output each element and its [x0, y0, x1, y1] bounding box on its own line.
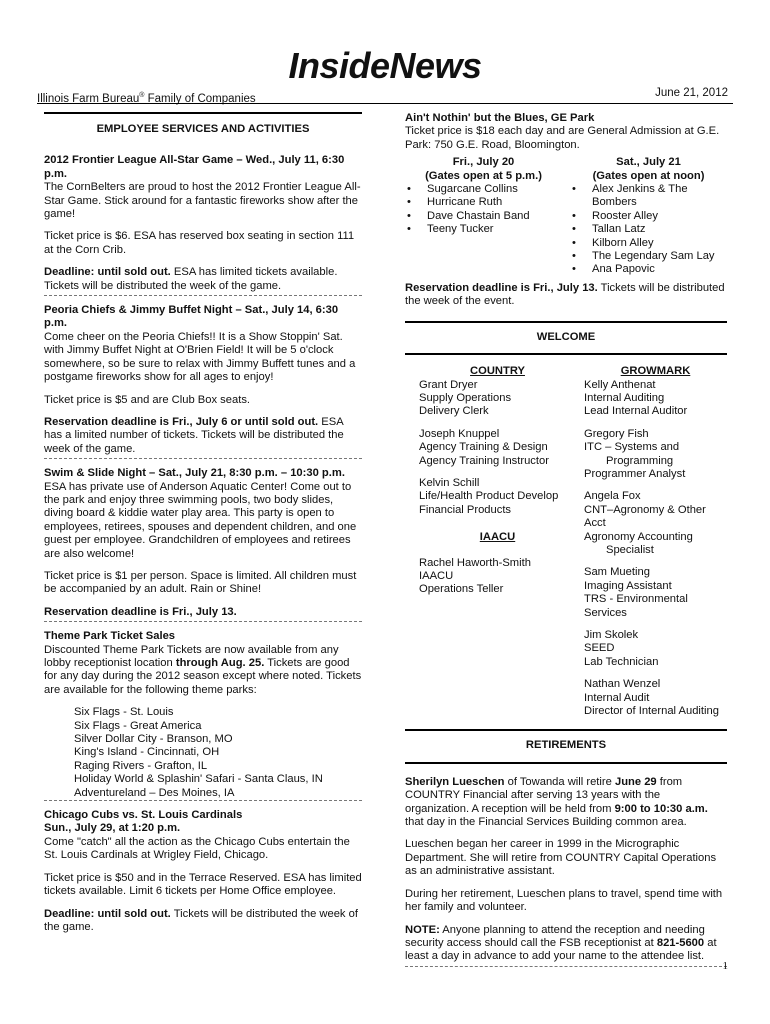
divider: [405, 321, 727, 323]
list-item: • The Legendary Sam Lay: [570, 250, 727, 263]
friday-lineup: Fri., July 20 (Gates open at 5 p.m.) • Sugarcane Collins • Hurricane Ruth • Dave Chastain Band • Teeny Tucker: [405, 156, 562, 277]
divider: [44, 800, 362, 801]
list-item: Raging Rivers - Grafton, IL: [74, 759, 208, 772]
company-subtitle: Illinois Farm Bureau® Family of Companies: [37, 92, 256, 105]
list-item: King's Island - Cincinnati, OH: [74, 746, 220, 759]
list-item: • Rooster Alley: [570, 210, 727, 223]
list-item: • Ana Papovic: [570, 263, 727, 276]
blues-lineup: [405, 156, 727, 277]
list-item: • Kilborn Alley: [570, 237, 727, 250]
list-item: Holiday World & Splashin' Safari - Santa Claus, IN: [74, 773, 323, 786]
list-item: Six Flags - Great America: [74, 719, 202, 732]
cubs-article: Chicago Cubs vs. St. Louis Cardinals Sun., July 29, at 1:20 p.m. Come "catch" all the action as the Chicago Cubs entertain the St. Louis Cardinals at Wrigley Field, Chicago. Ticket price is $50 and in the Terrace Reserved. ESA has limited tickets available. Limit 6 tickets per Home Office employee. Deadline: until sold out. Tickets will be distributed the week of the game.: [44, 809, 362, 933]
welcome-header: WELCOME: [536, 330, 596, 343]
divider: [44, 295, 362, 296]
employee-services-header: EMPLOYEE SERVICES AND ACTIVITIES: [44, 112, 362, 136]
newsletter-title: InsideNews: [288, 45, 482, 86]
divider: [44, 458, 362, 459]
page-number: 1: [722, 960, 728, 972]
header-divider: [37, 103, 733, 104]
left-column: [44, 112, 362, 943]
divider: [405, 762, 727, 764]
right-column: [405, 112, 727, 975]
retirements-header: RETIREMENTS: [525, 739, 607, 752]
divider: [405, 966, 727, 967]
saturday-lineup: Sat., July 21 (Gates open at noon) • Alex Jenkins & The Bombers • Rooster Alley • Tallan Latz • Kilborn Alley • The Legendary Sam Lay • Ana Papovic: [562, 156, 727, 277]
list-item: Adventureland – Des Moines, IA: [74, 786, 235, 799]
peoria-article: Peoria Chiefs & Jimmy Buffet Night – Sat., July 14, 6:30 p.m. Come cheer on the Peoria Chiefs!! It is a Show Stoppin' Sat. with Jimmy Buffet Night at O'Brien Field! It will be 5 o'clock somewhere, so be sure to relax with Jimmy Buffett tunes and a postgame fireworks show for all ages to enjoy! Ticket price is $5 and are Club Box seats. Reservation deadline is Fri., July 6 or until sold out. ESA has a limited number of tickets. Tickets will be distributed the week of the game.: [44, 304, 356, 455]
blues-article: Ain't Nothin' but the Blues, GE Park Ticket price is $18 each day and are General Admission at G.E. Park: 750 G.E. Road, Bloomington. Fri., July 20 (Gates open at 5 p.m.) • Sugarcane Collins • Hurricane Ruth • Dave Chastain Band • Teeny Tucker Sat., July 21 (Gates open at noon) • Alex Jenkins & The Bombers • Rooster Alley • Tallan Latz • Kilborn Alley • The Legendary Sam Lay • Ana Papovic Reservation deadline is Fri., July 13. Tickets will be distributed the week of the event.: [405, 112, 727, 309]
theme-park-list: [44, 706, 362, 800]
list-item: • Tallan Latz: [570, 223, 727, 236]
themepark-article: Theme Park Ticket Sales Discounted Theme Park Tickets are now available from any lobby receptionist location through Aug. 25. Tickets are good for any day during the 2012 season except where noted. Tickets are available for the following theme parks: Six Flags - St. Louis Six Flags - Great America Silver Dollar City - Branson, MO King's Island - Cincinnati, OH Raging Rivers - Grafton, IL Holiday World & Splashin' Safari - Santa Claus, IN Adventureland – Des Moines, IA: [44, 630, 362, 799]
welcome-grid: [405, 365, 727, 727]
list-item: • Dave Chastain Band: [405, 210, 562, 223]
list-item: • Teeny Tucker: [405, 223, 562, 236]
country-list: COUNTRY Grant Dryer Supply Operations Delivery Clerk Joseph Knuppel Agency Training & Design Agency Training Instructor Kelvin Schill Life/Health Product Develop Financial Products IAACU Rachel Haworth-Smith IAACU Operations Teller: [419, 365, 559, 596]
divider: [405, 353, 727, 355]
list-item: Six Flags - St. Louis: [74, 706, 174, 719]
divider: [405, 729, 727, 731]
swim-article: Swim & Slide Night – Sat., July 21, 8:30 p.m. – 10:30 p.m. ESA has private use of Anderson Aquatic Center! Come out to the park and enjoy three swimming pools, two body slides, diving board & kiddie water play area. This party is open to employees, retirees, spouses and dependent children, and one guest per employee. Grandchildren of employees and retirees are also welcome! Ticket price is $1 per person. Space is limited. All children must be accompanied by an adult. Rain or Shine! Reservation deadline is Fri., July 13.: [44, 467, 357, 618]
divider: [44, 621, 362, 622]
issue-date: June 21, 2012: [655, 87, 728, 99]
retirement-article: Sherilyn Lueschen of Towanda will retire June 29 from COUNTRY Financial after serving 13 years with the organization. A reception will be held from 9:00 to 10:30 a.m. that day in the Financial Services Building common area. Lueschen began her career in 1999 in the Micrographic Department. She will retire from COUNTRY Capital Operations as an administrative assistant. During her retirement, Lueschen plans to travel, spend time with her family and volunteer. NOTE: Anyone planning to attend the reception and needing security access should call the FSB receptionist at 821-5600 at least a day in advance to add your name to the attendee list.: [405, 775, 723, 963]
list-item: • Alex Jenkins & The Bombers: [570, 183, 727, 210]
list-item: • Hurricane Ruth: [405, 196, 562, 209]
list-item: Silver Dollar City - Branson, MO: [74, 733, 233, 746]
list-item: • Sugarcane Collins: [405, 183, 562, 196]
frontier-article: 2012 Frontier League All-Star Game – Wed., July 11, 6:30 p.m. The CornBelters are proud to host the 2012 Frontier League All-Star Game. Stick around for a fantastic fireworks show after the game! Ticket price is $6. ESA has reserved box seating in section 111 at the Corn Crib. Deadline: until sold out. ESA has limited tickets available. Tickets will be distributed the week of the game.: [44, 154, 361, 292]
growmark-list: GROWMARK Kelly Anthenat Internal Auditing Lead Internal Auditor Gregory Fish ITC – Systems and Programming Programmer Analyst Angela Fox CNT–Agronomy & Other Acct Agronomy Accounting Specialist Sam Mueting Imaging Assistant TRS - Environmental Services Jim Skolek SEED Lab Technician Nathan Wenzel Internal Audit Director of Internal Auditing: [584, 365, 719, 718]
